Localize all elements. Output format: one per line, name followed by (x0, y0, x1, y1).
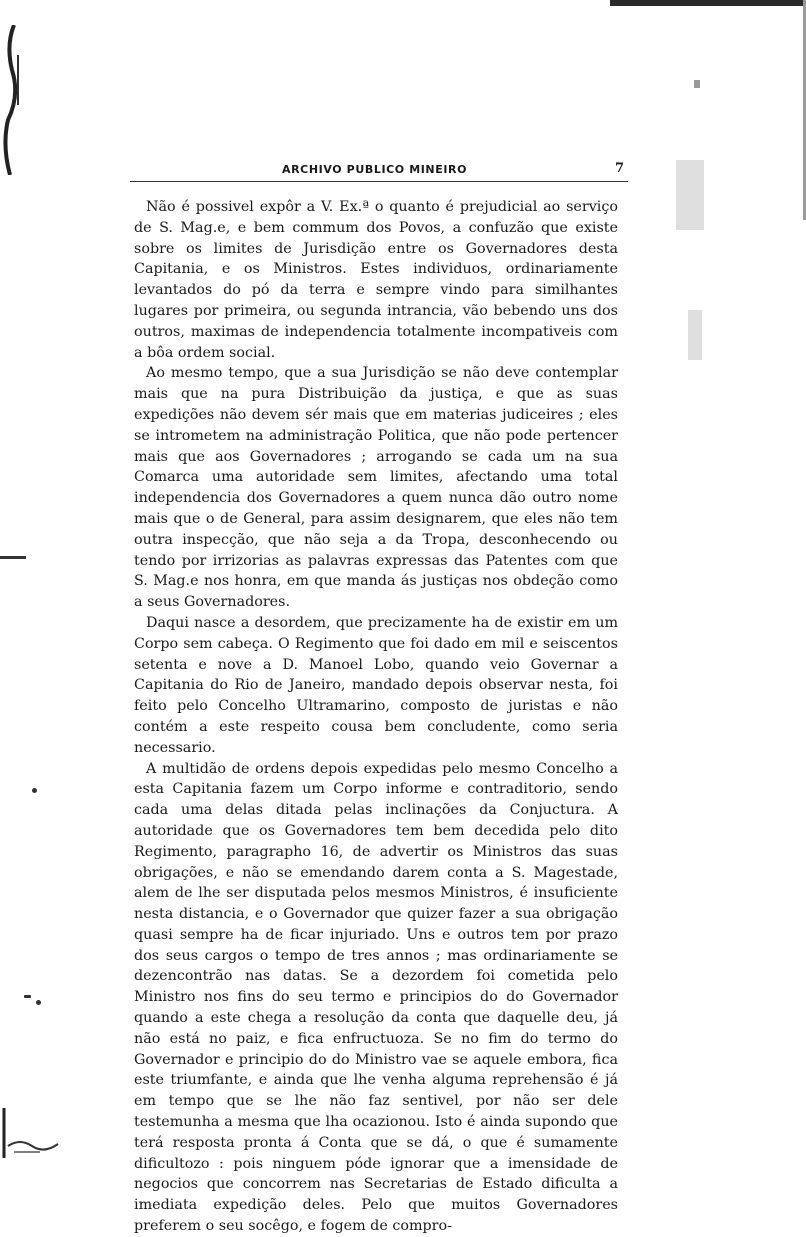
binding-mark-bottom (0, 1108, 70, 1158)
paper-stain (676, 160, 704, 230)
margin-dash-mark (0, 556, 26, 559)
margin-dot (24, 995, 31, 998)
paper-stain (694, 80, 700, 88)
paragraph: Não é possivel expôr a V. Ex.ª o quanto é prejudicial ao serviço de S. Mag.e, e bem commum dos Povos, a confuzão que existe sobre os limites de Jurisdição entre os Governadores desta Capitania, e os Ministros. Estes individuos, ordinariamente levantados do pó da terra e sempre vindo para similhantes lugares por primeira, ou segunda intrancia, vão bebendo uns dos outros, maximas de independencia totalmente incompativeis com a bôa ordem social. (134, 199, 618, 361)
binding-mark-left (2, 25, 24, 175)
paragraph: Ao mesmo tempo, que a sua Jurisdição se não deve contemplar mais que na pura Distribuição da justiça, e que as suas expedições não devem sér mais que em materias judiceires ; eles se intrometem na administração Politica, que não pode pertencer mais que aos Governadores ; arrogando se cada um na sua Comarca uma autoridade sem limites, afectando uma total independencia dos Governadores a quem nunca dão outro nome mais que o de General, para assim designarem, que eles não tem outra inspecção, que não seja a da Tropa, desconhecendo ou tendo por irrizorias as palavras expressas das Patentes com que S. Mag.e nos honra, em que manda ás justiças nos obdeção como a seus Governadores. (134, 365, 618, 611)
header-rule (130, 181, 628, 182)
running-head: ARCHIVO PUBLICO MINEIRO (282, 163, 468, 176)
page-number: 7 (614, 161, 624, 176)
paragraph: A multidão de ordens depois expedidas pelo mesmo Concelho a esta Capitania fazem um Corpo informe e contraditorio, sendo cada uma delas ditada pelas inclinações da Conjuctura. A autoridade que os Governadores tem bem decedida pelo dito Regimento, paragrapho 16, de advertir os Ministros das suas obrigações, e não se emendando darem conta a S. Magestade, alem de lhe ser disputada pelos mesmos Ministros, é insuficiente nesta distancia, e o Governador que quizer fazer a sua obrigação quasi sempre ha de ficar injuriado. Uns e outros tem por prazo dos seus cargos o tempo de tres annos ; mas ordinariamente se dezencontrão nas datas. Se a dezordem foi cometida pelo Ministro nos fins do seu termo e principios do do Governador quando a este chega a resolução da conta que daquelle deu, já não está no paiz, e fica enfructuoza. Se no fim do termo do Governador e principio do do Ministro vae se aquele embora, fica este triumfante, e ainda que lhe venha alguma reprehensão é já em tempo que se lhe não faz sentivel, por não ser dele testemunha a mesma que lha ocazionou. Isto é ainda supondo que terá resposta pronta á Conta que se dá, o que é sumamente dificultozo : pois ninguem póde ignorar que a imensidade de negocios que concorrem nas Secretarias de Estado dificulta a imediata expedição deles. Pelo que muitos Governadores preferem o seu socêgo, e fogem de compro- (134, 760, 618, 1235)
page-header (130, 161, 628, 185)
body-text (134, 197, 618, 1237)
paragraph: Daqui nasce a desordem, que precizamente ha de existir em um Corpo sem cabeça. O Regimento que foi dado em mil e seiscentos setenta e nove a D. Manoel Lobo, quando veio Governar a Capitania do Rio de Janeiro, mandado depois observar nesta, foi feito pelo Concelho Ultramarino, composto de juristas e não contém a este respeito cousa bem concludente, como seria necessario. (134, 614, 618, 756)
scan-edge-top (610, 0, 806, 6)
margin-dot (36, 1000, 41, 1005)
paper-stain (688, 310, 702, 360)
margin-dot (32, 788, 37, 793)
